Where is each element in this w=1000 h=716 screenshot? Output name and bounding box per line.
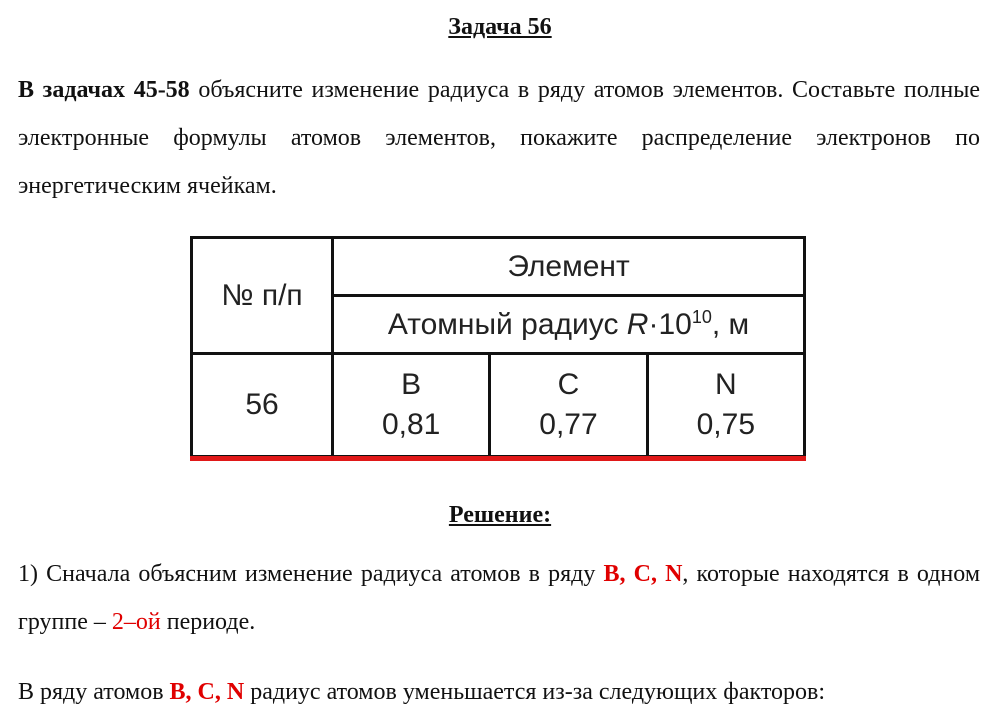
header-radius [333,296,805,354]
solution-step-2 [18,668,980,716]
step1-elements: B, C, N [603,561,683,587]
element-radius: 0,75 [696,408,755,441]
step1-period: 2–ой [111,609,161,635]
step1-suffix: периоде. [160,609,256,635]
solution-title: Решение: [448,502,552,528]
step1-middle: , которые находятся в одном группе – [18,561,981,635]
task-range: В задачах 45-58 [18,77,190,103]
element-cell-n [647,354,804,457]
header-radius-mult: ·10 [648,308,692,341]
element-symbol: B [401,368,422,401]
task-statement [18,66,980,210]
element-symbol: C [557,368,580,401]
task-title: Задача 56 [448,14,552,40]
step2-prefix: В ряду атомов [18,679,170,705]
step1-prefix: 1) Сначала объясним изменение радиуса атомов в ряду [18,561,604,587]
element-radius: 0,77 [539,408,598,441]
header-radius-var: R [626,308,649,341]
header-radius-label: Атомный радиус [387,308,627,341]
header-radius-exp: 10 [691,307,712,327]
step2-suffix: радиус атомов уменьшается из-за следующих факторов: [244,679,825,705]
data-table [190,236,806,464]
element-cell-c [490,354,647,457]
task-text: объясните изменение радиуса в ряду атомов элементов. Составьте полные электронные формулы атомов элементов, покажите распределение электронов по энергетическим ячейкам. [18,77,981,199]
step2-elements: B, C, N [169,679,245,705]
element-radius: 0,81 [381,408,441,441]
row-number: 56 [192,354,333,457]
element-cell-b [333,354,490,457]
element-symbol: N [714,368,737,401]
header-element: Элемент [333,238,805,296]
table-underline [190,456,806,461]
header-radius-unit: , м [711,308,750,341]
header-number: № п/п [192,238,333,354]
solution-step-1 [18,550,980,646]
